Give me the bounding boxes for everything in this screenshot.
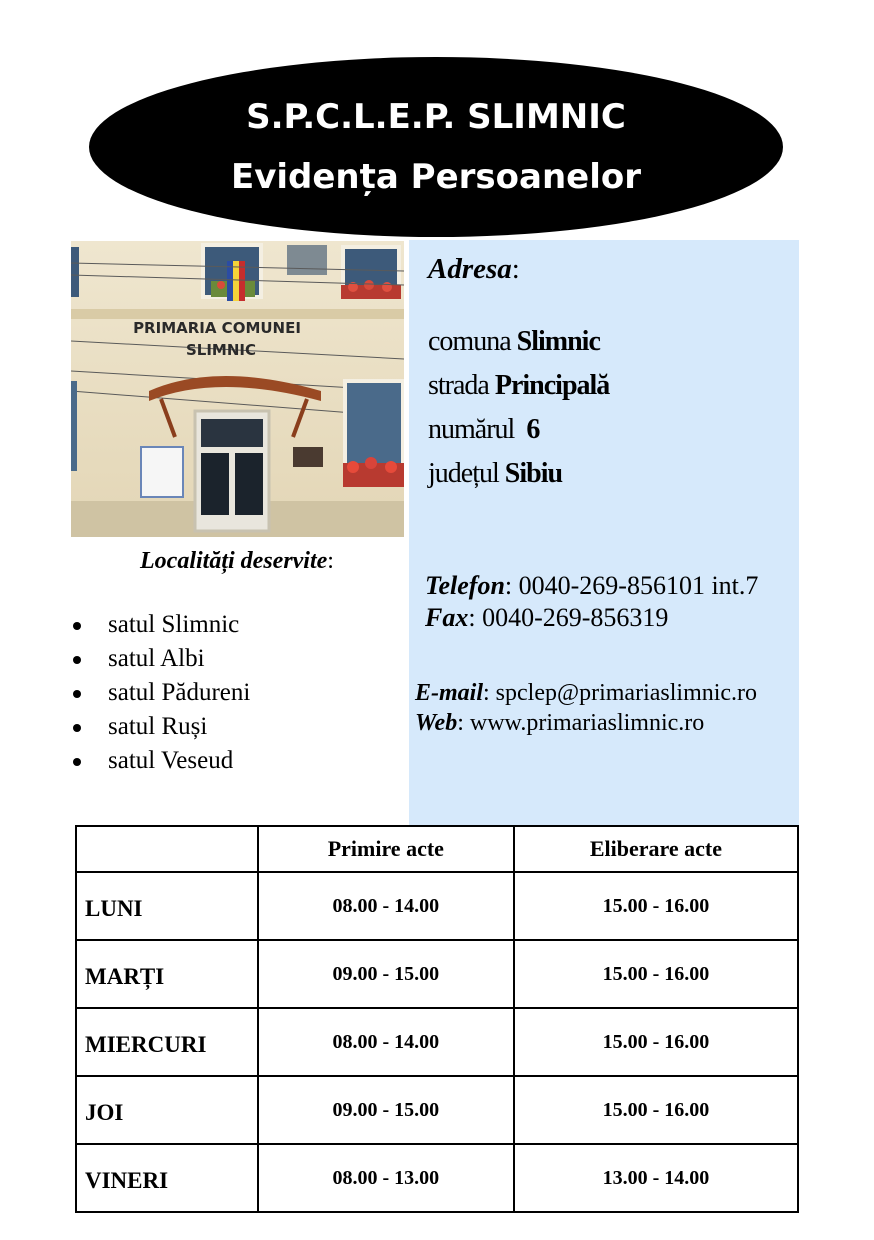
list-item: satul Veseud <box>70 744 250 778</box>
address-commune: comuna Slimnic <box>428 326 600 357</box>
photo-sign-line2: SLIMNIC <box>185 341 257 359</box>
table-row <box>76 940 798 1008</box>
day-cell: LUNI <box>76 872 258 940</box>
localities-heading: Localități deservite: <box>140 548 334 574</box>
header-blank <box>76 826 258 872</box>
release-cell: 15.00 - 16.00 <box>514 940 798 1008</box>
list-item: satul Pădureni <box>70 676 250 710</box>
release-cell: 15.00 - 16.00 <box>514 872 798 940</box>
header-release: Eliberare acte <box>514 826 798 872</box>
table-row <box>76 872 798 940</box>
bullet-icon <box>73 690 81 698</box>
title-banner <box>89 57 783 237</box>
email: E-mail: spclep@primariaslimnic.ro <box>415 680 758 706</box>
website-link[interactable]: : www.primariaslimnic.ro <box>457 710 705 736</box>
localities-list <box>70 608 250 778</box>
phone: Telefon: 0040-269-856101 int.7 <box>425 571 759 600</box>
fax: Fax: 0040-269-856319 <box>425 603 669 632</box>
town-hall-photo <box>71 241 404 537</box>
list-item: satul Albi <box>70 642 250 676</box>
list-item: satul Ruși <box>70 710 250 744</box>
address-heading: Adresa: <box>428 253 520 285</box>
header-receive: Primire acte <box>258 826 514 872</box>
list-item: satul Slimnic <box>70 608 250 642</box>
office-subtitle: Evidența Persoanelor <box>230 157 641 197</box>
receive-cell: 08.00 - 14.00 <box>258 1008 514 1076</box>
schedule-table <box>75 825 799 1213</box>
day-cell: MIERCURI <box>76 1008 258 1076</box>
release-cell: 15.00 - 16.00 <box>514 1076 798 1144</box>
day-cell: JOI <box>76 1076 258 1144</box>
email-link[interactable]: : spclep@primariaslimnic.ro <box>483 680 758 706</box>
day-cell: MARȚI <box>76 940 258 1008</box>
office-title: S.P.C.L.E.P. SLIMNIC <box>246 97 626 137</box>
table-row <box>76 1008 798 1076</box>
bullet-icon <box>73 656 81 664</box>
photo-sign-line1: PRIMARIA COMUNEI <box>133 319 301 337</box>
table-row <box>76 1144 798 1212</box>
address-street: strada Principală <box>428 370 610 401</box>
day-cell: VINERI <box>76 1144 258 1212</box>
receive-cell: 09.00 - 15.00 <box>258 940 514 1008</box>
bullet-icon <box>73 622 81 630</box>
website: Web: www.primariaslimnic.ro <box>415 710 705 736</box>
release-cell: 13.00 - 14.00 <box>514 1144 798 1212</box>
address-county: județul Sibiu <box>428 458 563 489</box>
receive-cell: 08.00 - 13.00 <box>258 1144 514 1212</box>
receive-cell: 08.00 - 14.00 <box>258 872 514 940</box>
address-number: numărul 6 <box>428 414 540 445</box>
bullet-icon <box>73 758 81 766</box>
bullet-icon <box>73 724 81 732</box>
release-cell: 15.00 - 16.00 <box>514 1008 798 1076</box>
table-row <box>76 1076 798 1144</box>
receive-cell: 09.00 - 15.00 <box>258 1076 514 1144</box>
table-header-row <box>76 826 798 872</box>
